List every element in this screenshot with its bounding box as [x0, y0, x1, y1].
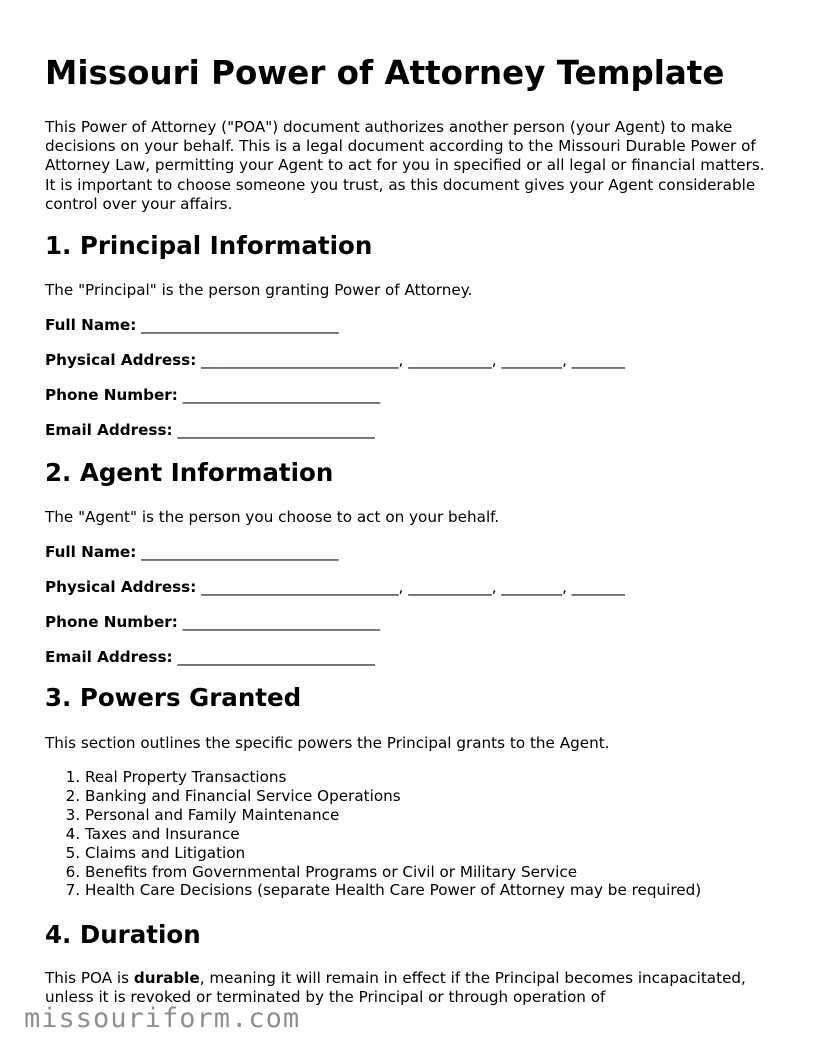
duration-emphasis: durable	[133, 969, 200, 987]
principal-email-blank[interactable]: __________________________	[177, 421, 375, 439]
list-item: 6. Benefits from Governmental Programs or Civil or Military Service	[85, 863, 701, 882]
agent-phone-label: Phone Number:	[45, 613, 178, 631]
section-heading-agent: 2. Agent Information	[45, 458, 334, 487]
document-title: Missouri Power of Attorney Template	[45, 54, 725, 92]
duration-text-before: This POA is	[45, 969, 134, 987]
principal-description: The "Principal" is the person granting Power of Attorney.	[45, 281, 473, 299]
section-heading-duration: 4. Duration	[45, 920, 201, 949]
section-heading-principal: 1. Principal Information	[45, 231, 373, 260]
principal-email-label: Email Address:	[45, 421, 173, 439]
section-heading-powers: 3. Powers Granted	[45, 683, 302, 712]
powers-list	[45, 768, 701, 900]
agent-email-field[interactable]	[45, 648, 375, 667]
agent-description: The "Agent" is the person you choose to act on your behalf.	[45, 508, 500, 526]
powers-description: This section outlines the specific powers the Principal grants to the Agent.	[45, 734, 610, 752]
principal-phone-label: Phone Number:	[45, 386, 178, 404]
duration-paragraph	[45, 969, 775, 1007]
agent-address-label: Physical Address:	[45, 578, 197, 596]
agent-full-name-label: Full Name:	[45, 543, 137, 561]
agent-phone-field[interactable]	[45, 613, 380, 632]
principal-full-name-blank[interactable]: __________________________	[141, 316, 339, 334]
agent-email-blank[interactable]: __________________________	[177, 648, 375, 666]
agent-full-name-field[interactable]	[45, 543, 339, 562]
list-item: 1. Real Property Transactions	[85, 768, 701, 787]
principal-address-blank[interactable]: __________________________, ___________, ________, _______	[201, 351, 625, 369]
list-item: 7. Health Care Decisions (separate Health Care Power of Attorney may be required)	[85, 881, 701, 900]
agent-email-label: Email Address:	[45, 648, 173, 666]
agent-phone-blank[interactable]: __________________________	[182, 613, 381, 631]
intro-paragraph: This Power of Attorney ("POA") document authorizes another person (your Agent) to make decisions on your behalf. This is a legal document according to the Missouri Durable Power of Attorney Law, permitting your Agent to act for you in specified or all legal or financial matters. It is important to choose someone you trust, as this document gives your Agent considerable control over your affairs.	[45, 118, 765, 213]
site-watermark: missouriform.com	[24, 1003, 301, 1034]
agent-address-field[interactable]	[45, 578, 625, 597]
agent-address-blank[interactable]: __________________________, ___________, ________, _______	[201, 578, 625, 596]
principal-address-label: Physical Address:	[45, 351, 197, 369]
principal-full-name-field[interactable]	[45, 316, 339, 335]
principal-phone-blank[interactable]: __________________________	[182, 386, 381, 404]
principal-email-field[interactable]	[45, 421, 375, 440]
list-item: 5. Claims and Litigation	[85, 844, 701, 863]
duration-text-after: , meaning it will remain in effect if the Principal becomes incapacitated, unless it is revoked or terminated by the Principal or through operation of	[45, 969, 746, 1006]
list-item: 2. Banking and Financial Service Operations	[85, 787, 701, 806]
principal-phone-field[interactable]	[45, 386, 380, 405]
principal-address-field[interactable]	[45, 351, 625, 370]
list-item: 3. Personal and Family Maintenance	[85, 806, 701, 825]
list-item: 4. Taxes and Insurance	[85, 825, 701, 844]
agent-full-name-blank[interactable]: __________________________	[141, 543, 339, 561]
principal-full-name-label: Full Name:	[45, 316, 137, 334]
